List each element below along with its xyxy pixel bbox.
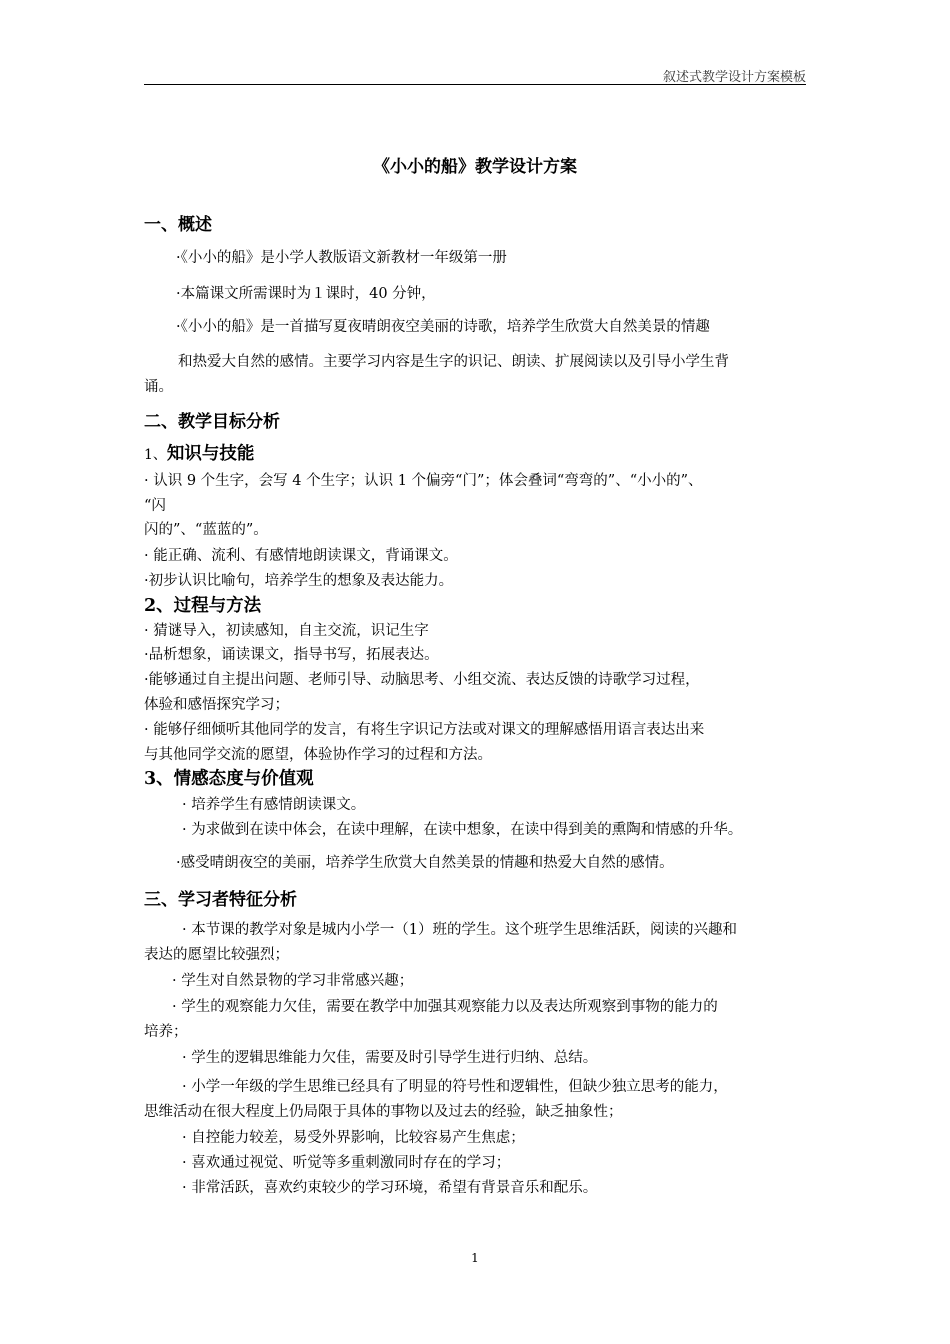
paragraph-line: 体验和感悟探究学习； [144,697,289,713]
paragraph-line: 培养； [144,1024,188,1040]
header-divider [144,84,806,85]
subheading-emotion: 3、情感态度与价值观 [144,769,314,789]
document-title: 《小小的船》教学设计方案 [373,157,577,177]
paragraph-line: · 学生对自然景物的学习非常感兴趣； [172,973,414,989]
paragraph-line: ·《小小的船》是小学人教版语文新教材一年级第一册 [176,250,507,266]
paragraph-line: 与其他同学交流的愿望，体验协作学习的过程和方法。 [144,747,492,763]
running-header: 叙述式教学设计方案模板 [662,70,806,85]
subheading-text: 知识与技能 [166,444,255,464]
paragraph-line: · 为求做到在读中体会，在读中理解，在读中想象，在读中得到美的熏陶和情感的升华。 [182,822,743,838]
paragraph-line: · 学生的观察能力欠佳，需要在教学中加强其观察能力以及表达所观察到事物的能力的 [172,999,718,1015]
paragraph-line: 表达的愿望比较强烈； [144,947,289,963]
paragraph-line: ·初步认识比喻句，培养学生的想象及表达能力。 [144,573,454,589]
paragraph-line: · 培养学生有感情朗读课文。 [182,797,366,813]
paragraph-line: “闪 [144,498,166,514]
section-heading-goals: 二、教学目标分析 [144,412,280,432]
paragraph-line: · 自控能力较差，易受外界影响，比较容易产生焦虑； [182,1130,525,1146]
paragraph-line: · 小学一年级的学生思维已经具有了明显的符号性和逻辑性，但缺少独立思考的能力， [182,1079,728,1095]
paragraph-line: 思维活动在很大程度上仍局限于具体的事物以及过去的经验，缺乏抽象性； [144,1104,623,1120]
paragraph-line: ·品析想象，诵读课文，指导书写，拓展表达。 [144,647,439,663]
paragraph-line: 诵。 [144,379,173,395]
paragraph-line: · 学生的逻辑思维能力欠佳，需要及时引导学生进行归纳、总结。 [182,1050,598,1066]
paragraph-line: ·感受晴朗夜空的美丽，培养学生欣赏大自然美景的情趣和热爱大自然的感情。 [176,855,674,871]
paragraph-line: ·《小小的船》是一首描写夏夜晴朗夜空美丽的诗歌，培养学生欣赏大自然美景的情趣 [176,319,710,335]
paragraph-line: 和热爱大自然的感情。主要学习内容是生字的识记、朗读、扩展阅读以及引导小学生背 [178,354,729,370]
paragraph-line: · 能正确、流利、有感情地朗读课文，背诵课文。 [144,548,458,564]
paragraph-line: 闪的”、“蓝蓝的”。 [144,522,268,538]
paragraph-line: · 非常活跃，喜欢约束较少的学习环境，希望有背景音乐和配乐。 [182,1180,598,1196]
subheading-knowledge [144,440,254,465]
subheading-number: 1、 [144,447,167,463]
paragraph-line: ·能够通过自主提出问题、老师引导、动脑思考、小组交流、表达反馈的诗歌学习过程， [144,672,700,688]
section-heading-learners: 三、学习者特征分析 [144,890,297,910]
paragraph-line: · 能够仔细倾听其他同学的发言，有将生字识记方法或对课文的理解感悟用语言表达出来 [144,722,705,738]
paragraph-line: ·本篇课文所需课时为１课时，40 分钟， [176,286,436,302]
page-number: 1 [471,1251,479,1265]
paragraph-line: · 喜欢通过视觉、听觉等多重刺激同时存在的学习； [182,1155,511,1171]
paragraph-line: · 本节课的教学对象是城内小学一（1）班的学生。这个班学生思维活跃，阅读的兴趣和 [182,922,737,938]
section-heading-overview: 一、概述 [144,215,212,235]
paragraph-line: · 猜谜导入，初读感知，自主交流，识记生字 [144,623,429,639]
paragraph-line: · 认识 9 个生字，会写 4 个生字；认识 1 个偏旁“门”；体会叠词“弯弯的”、“小小的”、 [144,473,703,489]
subheading-process: 2、过程与方法 [144,596,262,616]
